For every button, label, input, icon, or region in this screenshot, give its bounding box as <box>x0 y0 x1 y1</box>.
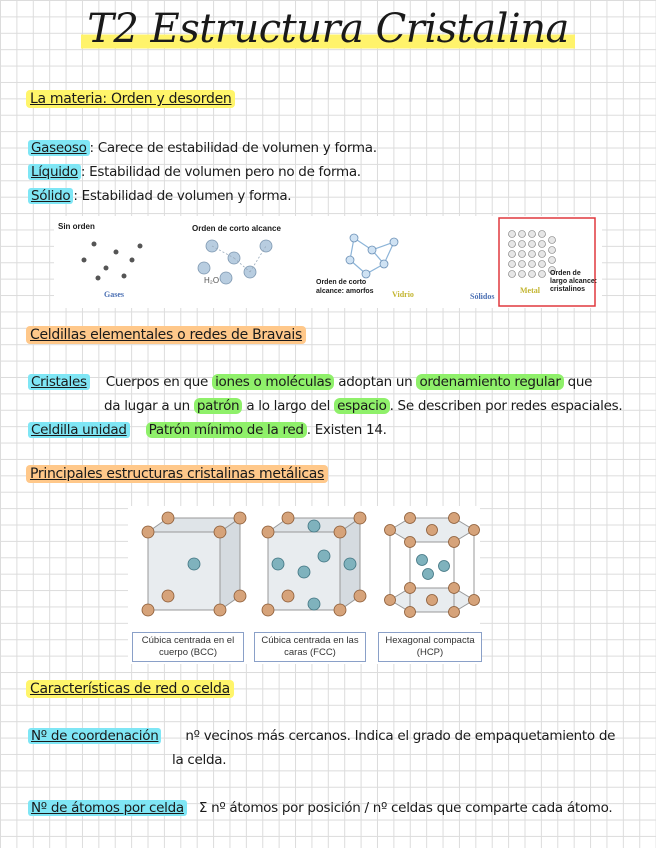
celdilla-text: . Existen 14. <box>306 422 387 438</box>
label-vidrio: Vidrio <box>392 290 414 299</box>
label-gases: Gases <box>104 290 124 299</box>
state-label-solido: Sólido <box>28 188 73 204</box>
crystal-structures-illustration <box>128 506 480 630</box>
coordinacion-text-1: nº vecinos más cercanos. Indica el grado de empaquetamiento de <box>185 728 616 744</box>
crystal-structures-figure <box>128 506 480 664</box>
section-header-celdillas: Celdillas elementales o redes de Bravais <box>26 326 306 344</box>
cristales-highlight-espacio: espacio <box>334 398 390 414</box>
label-largo-cristalinos: Orden de largo alcance: cristalinos <box>550 270 598 293</box>
cristales-text-1: Cuerpos en que <box>105 374 209 390</box>
label-metal: Metal <box>520 286 540 295</box>
label-orden-corto: Orden de corto alcance <box>192 224 281 233</box>
cristales-highlight-ordenamiento: ordenamiento regular <box>416 374 563 390</box>
cristales-text-5: a lo largo del <box>246 398 331 414</box>
celdilla-label: Celdilla unidad <box>28 422 130 438</box>
celdilla-highlight: Patrón mínimo de la red <box>146 422 307 438</box>
caption-fcc: Cúbica centrada en las caras (FCC) <box>254 632 366 662</box>
caption-bcc: Cúbica centrada en el cuerpo (BCC) <box>132 632 244 662</box>
coordinacion-label: Nº de coordenación <box>28 728 161 744</box>
cristales-label: Cristales <box>28 374 90 390</box>
cristales-highlight-iones: iones o moléculas <box>212 374 334 390</box>
hcp-cell <box>385 513 480 618</box>
cristales-line-1 <box>28 374 592 390</box>
label-solidos: Sólidos <box>470 292 495 301</box>
bcc-cell <box>142 512 246 616</box>
celdilla-line <box>28 422 387 438</box>
atomos-line <box>28 800 612 816</box>
state-label-gaseoso: Gaseoso <box>28 140 90 156</box>
atomos-text: Σ nº átomos por posición / nº celdas que comparte cada átomo. <box>198 800 613 816</box>
coordinacion-text-2: la celda. <box>172 752 227 768</box>
state-row-solido <box>28 185 291 204</box>
state-text-liquido: : Estabilidad de volumen pero no de forma. <box>80 164 361 180</box>
section-header-caracteristicas: Características de red o celda <box>26 680 234 698</box>
title-text: T2 Estructura Cristalina <box>81 6 575 52</box>
section-header-materia: La materia: Orden y desorden <box>26 90 235 108</box>
state-text-gaseoso: : Carece de estabilidad de volumen y forma. <box>89 140 377 156</box>
cristales-highlight-patron: patrón <box>194 398 242 414</box>
states-of-matter-figure <box>54 216 602 308</box>
cristales-text-4: da lugar a un <box>104 398 190 414</box>
cristales-text-6: . Se describen por redes espaciales. <box>389 398 623 414</box>
cristales-text-2: adoptan un <box>338 374 413 390</box>
coordinacion-line-1 <box>28 728 615 744</box>
label-sin-orden: Sin orden <box>58 222 95 231</box>
label-h2o: H₂O <box>204 276 220 285</box>
state-text-solido: : Estabilidad de volumen y forma. <box>73 188 292 204</box>
cristales-line-2 <box>104 398 622 414</box>
page-title <box>0 6 656 52</box>
atomos-label: Nº de átomos por celda <box>28 800 187 816</box>
label-corto-amorfos: Orden de corto alcance: amorfos <box>316 279 374 295</box>
state-row-gaseoso <box>28 137 377 156</box>
caption-hcp: Hexagonal compacta (HCP) <box>378 632 482 662</box>
cristales-text-3: que <box>567 374 593 390</box>
fcc-cell <box>262 512 366 616</box>
state-label-liquido: Líquido <box>28 164 81 180</box>
section-header-principales: Principales estructuras cristalinas metálicas <box>26 465 328 483</box>
state-row-liquido <box>28 161 361 180</box>
